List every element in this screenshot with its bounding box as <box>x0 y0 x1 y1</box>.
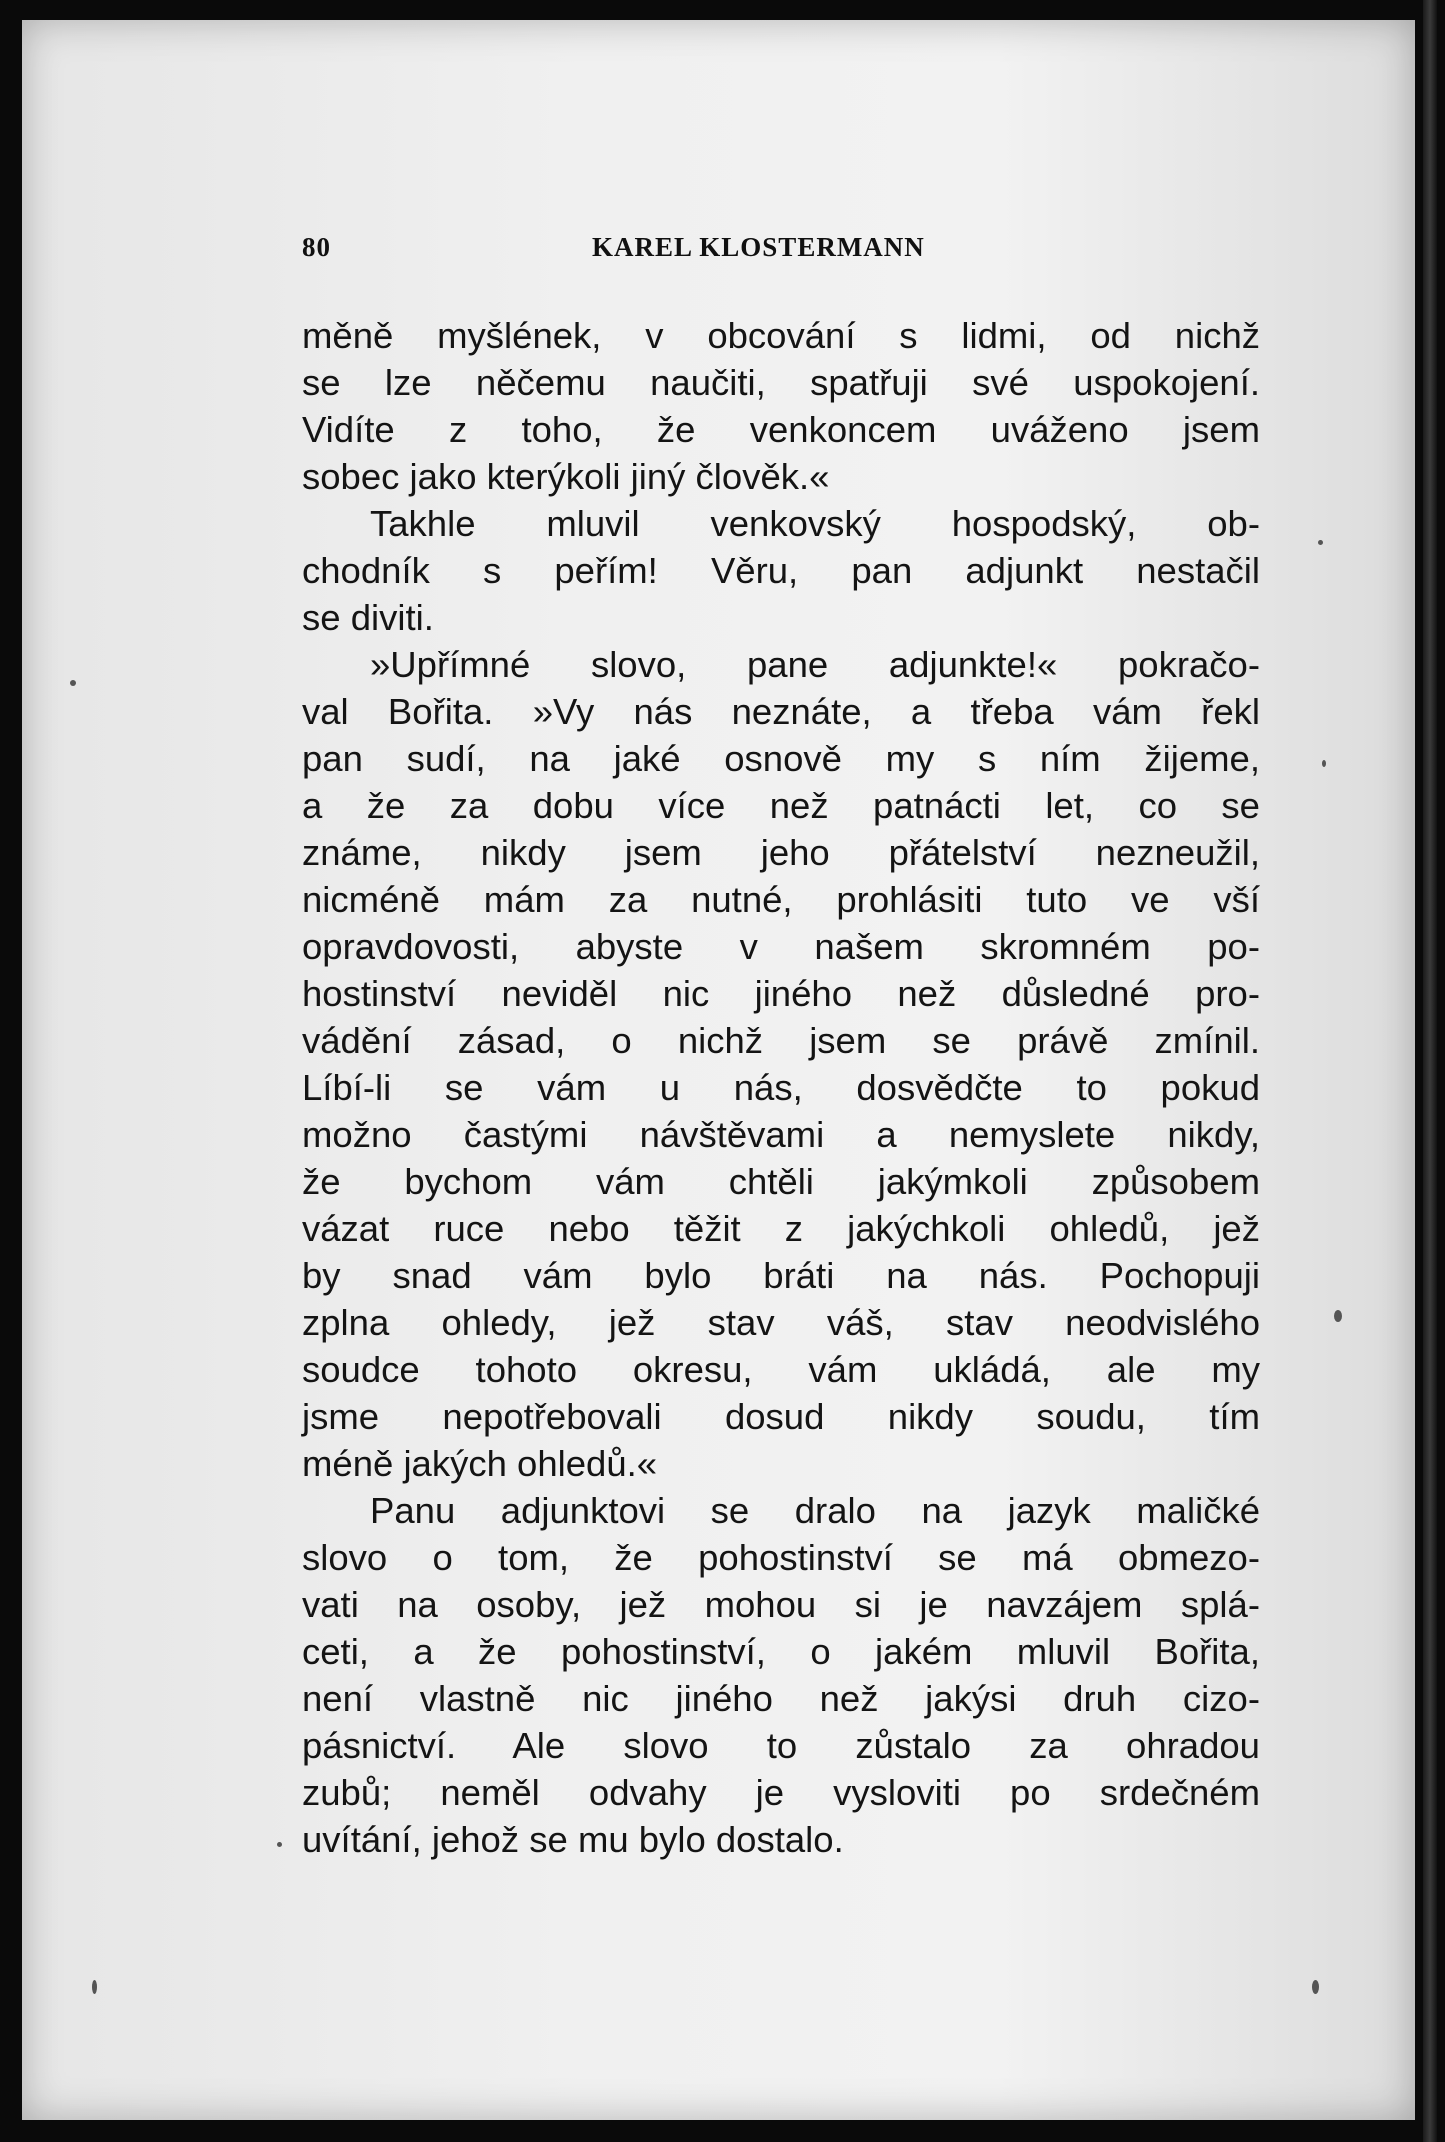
text-line: možno častými návštěvami a nemyslete nikdy, <box>302 1114 1260 1155</box>
text-line: slovo o tom, že pohostinství se má obmezo- <box>302 1537 1260 1578</box>
text-line: vázat ruce nebo těžit z jakýchkoli ohledů, jež <box>302 1208 1260 1249</box>
text-line: opravdovosti, abyste v našem skromném po- <box>302 926 1260 967</box>
text-line: se lze něčemu naučiti, spatřuji své uspokojení. <box>302 362 1260 403</box>
text-line: hostinství neviděl nic jiného než důsledné pro- <box>302 973 1260 1014</box>
text-line: nicméně mám za nutné, prohlásiti tuto ve vší <box>302 879 1260 920</box>
text-line: není vlastně nic jiného než jakýsi druh cizo- <box>302 1678 1260 1719</box>
text-line: val Bořita. »Vy nás neznáte, a třeba vám řekl <box>302 691 1260 732</box>
page-number: 80 <box>302 232 331 262</box>
text-line: známe, nikdy jsem jeho přátelství nezneužil, <box>302 832 1260 873</box>
text-line: se diviti. <box>302 597 434 638</box>
text-line: Vidíte z toho, že venkoncem uváženo jsem <box>302 409 1260 450</box>
text-line: »Upřímné slovo, pane adjunkte!« pokračo- <box>370 644 1260 685</box>
text-line: Panu adjunktovi se dralo na jazyk maličké <box>370 1490 1260 1531</box>
paper-speck <box>92 1980 97 1994</box>
text-line: uvítání, jehož se mu bylo dostalo. <box>302 1819 844 1860</box>
body-text <box>302 312 1260 1863</box>
running-head <box>302 232 1272 272</box>
paper-speck <box>277 1842 282 1847</box>
text-line: sobec jako kterýkoli jiný člověk.« <box>302 456 830 497</box>
text-line: a že za dobu více než patnácti let, co se <box>302 785 1260 826</box>
paper-speck <box>70 680 76 686</box>
text-line: jsme nepotřebovali dosud nikdy soudu, tím <box>302 1396 1260 1437</box>
text-line: že bychom vám chtěli jakýmkoli způsobem <box>302 1161 1260 1202</box>
paper-speck <box>1318 540 1323 545</box>
author-name: KAREL KLOSTERMANN <box>592 232 925 262</box>
paper-speck <box>1334 1310 1342 1322</box>
text-line: zubů; neměl odvahy je vysloviti po srdečném <box>302 1772 1260 1813</box>
paper-speck <box>1312 1980 1319 1994</box>
text-line: soudce tohoto okresu, vám ukládá, ale my <box>302 1349 1260 1390</box>
paper-speck <box>1322 760 1326 767</box>
page-edge-shadow <box>1423 0 1437 2142</box>
text-line: pan sudí, na jaké osnově my s ním žijeme, <box>302 738 1260 779</box>
text-line: by snad vám bylo bráti na nás. Pochopuji <box>302 1255 1260 1296</box>
text-line: Takhle mluvil venkovský hospodský, ob- <box>370 503 1260 544</box>
text-line: vádění zásad, o nichž jsem se právě zmínil. <box>302 1020 1260 1061</box>
text-line: pásnictví. Ale slovo to zůstalo za ohradou <box>302 1725 1260 1766</box>
text-line: měně myšlének, v obcování s lidmi, od nichž <box>302 315 1260 356</box>
text-line: Líbí-li se vám u nás, dosvědčte to pokud <box>302 1067 1260 1108</box>
text-line: vati na osoby, jež mohou si je navzájem splá- <box>302 1584 1260 1625</box>
text-line: zplna ohledy, jež stav váš, stav neodvislého <box>302 1302 1260 1343</box>
text-line: ceti, a že pohostinství, o jakém mluvil Bořita, <box>302 1631 1260 1672</box>
text-line: méně jakých ohledů.« <box>302 1443 658 1484</box>
text-line: chodník s peřím! Věru, pan adjunkt nestačil <box>302 550 1260 591</box>
